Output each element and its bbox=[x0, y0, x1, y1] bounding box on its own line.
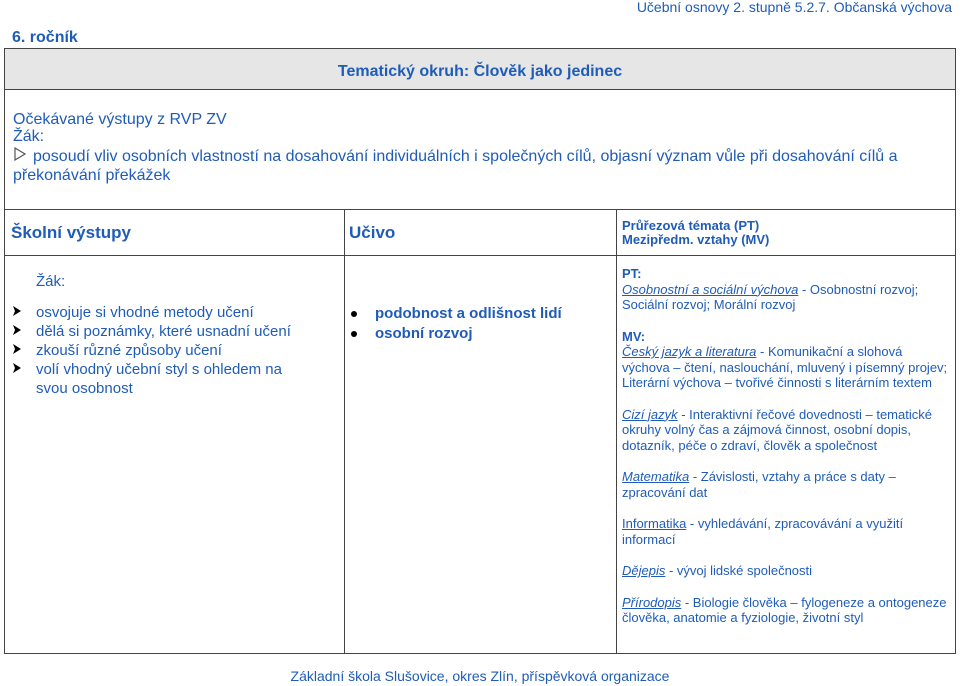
column-header-school-outputs: Školní výstupy bbox=[11, 223, 131, 242]
list-item bbox=[36, 303, 306, 322]
list-item bbox=[36, 341, 306, 360]
column-divider-1 bbox=[344, 210, 345, 654]
mv-subject: Český jazyk a literatura bbox=[622, 344, 757, 359]
column-header-cross-topics-line1: Průřezová témata (PT) bbox=[622, 218, 760, 233]
mv-text: - Interaktivní řečové dovednosti – tematické okruhy volný čas a zájmová činnost, osobní dopis, dotazník, péče o zdraví, člověk a společnost bbox=[622, 406, 932, 453]
expected-outcome-item bbox=[13, 147, 949, 185]
pt-text: - Osobnostní rozvoj; Sociální rozvoj; Morální rozvoj bbox=[622, 281, 919, 312]
list-item-text: podobnost a odlišnost lidí bbox=[375, 305, 562, 322]
list-item bbox=[36, 360, 306, 398]
mv-subject: Matematika bbox=[622, 469, 690, 484]
column-headers bbox=[4, 210, 956, 256]
mv-subject: Informatika bbox=[622, 516, 687, 531]
column-header-curriculum: Učivo bbox=[349, 223, 396, 242]
mv-text: - vývoj lidské společnosti bbox=[665, 563, 813, 578]
mv-text: - vyhledávání, zpracovávání a využití informací bbox=[622, 516, 904, 547]
list-item bbox=[36, 322, 306, 341]
cross-topics-column bbox=[622, 266, 948, 642]
mv-subject: Dějepis bbox=[622, 563, 666, 578]
expected-outcome-text: posoudí vliv osobních vlastností na dosahování individuálních i společných cílů, objasní význam vůle při dosahování cílů a překonávání překážek bbox=[13, 148, 898, 184]
mv-entry bbox=[622, 516, 948, 547]
chevron-right-icon bbox=[12, 303, 23, 322]
mv-text: - Závislosti, vztahy a práce s daty – zpracování dat bbox=[622, 469, 896, 500]
expected-outcomes-box bbox=[4, 90, 956, 210]
document-header-title: Učební osnovy 2. stupně 5.2.7. Občanská výchova bbox=[636, 0, 952, 15]
mv-entry bbox=[622, 407, 948, 454]
expected-outcomes-title: Očekávané výstupy z RVP ZV bbox=[13, 111, 227, 128]
chevron-right-icon bbox=[12, 341, 23, 360]
column-header-cross-topics-line2: Mezipředm. vztahy (MV) bbox=[622, 232, 770, 247]
document-header bbox=[0, 0, 960, 16]
list-item-text: osobní rozvoj bbox=[375, 325, 473, 342]
mv-subject: Přírodopis bbox=[622, 594, 682, 610]
bullet-icon bbox=[351, 311, 357, 317]
school-outputs-column bbox=[36, 272, 306, 398]
expected-outcomes-pupil-label: Žák: bbox=[13, 128, 45, 145]
arrow-outline-icon bbox=[13, 147, 33, 166]
mv-entry bbox=[622, 563, 948, 579]
mv-text: - Komunikační a slohová výchova – čtení, naslouchání, mluvený i písemný projev; Literární výchova – tvořivé činnosti s literárním textem bbox=[622, 344, 948, 390]
mv-entry bbox=[622, 344, 948, 391]
theme-box bbox=[4, 48, 956, 90]
column-header-cross-topics bbox=[622, 219, 769, 247]
curriculum-column bbox=[375, 304, 562, 344]
mv-text: - Biologie člověka – fylogeneze a ontogeneze člověka, anatomie a fyziologie, životní styl bbox=[622, 594, 947, 625]
list-item bbox=[375, 324, 562, 344]
bullet-icon bbox=[351, 331, 357, 337]
list-item-text: zkouší různé způsoby učení bbox=[36, 342, 222, 359]
school-outputs-pupil-label: Žák: bbox=[36, 273, 66, 290]
mv-entry bbox=[622, 469, 948, 500]
theme-title: Tematický okruh: Člověk jako jedinec bbox=[337, 63, 623, 80]
pt-entry bbox=[622, 282, 948, 313]
mv-label: MV: bbox=[622, 328, 646, 344]
mv-subject: Cizí jazyk bbox=[622, 406, 678, 422]
column-divider-2 bbox=[616, 210, 617, 654]
grade-heading: 6. ročník bbox=[12, 29, 78, 46]
list-item bbox=[375, 304, 562, 324]
pt-label: PT: bbox=[622, 266, 642, 281]
list-item-text: volí vhodný učební styl s ohledem na svou osobnost bbox=[36, 361, 282, 397]
list-item-text: osvojuje si vhodné metody učení bbox=[36, 304, 254, 321]
mv-entry bbox=[622, 595, 948, 626]
chevron-right-icon bbox=[12, 322, 23, 341]
list-item-text: dělá si poznámky, které usnadní učení bbox=[36, 323, 291, 340]
pt-subject: Osobnostní a sociální výchova bbox=[622, 281, 799, 297]
document-footer: Základní škola Slušovice, okres Zlín, příspěvková organizace bbox=[290, 668, 670, 684]
chevron-right-icon bbox=[12, 360, 23, 379]
